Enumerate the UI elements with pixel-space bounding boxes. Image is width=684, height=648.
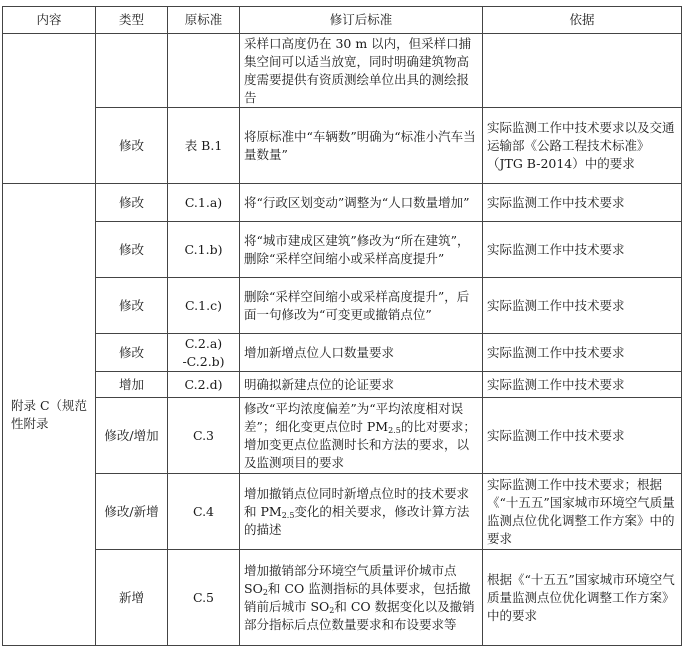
original-cell [168,34,240,108]
original-cell [168,334,240,372]
original-cell: C.5 [168,550,240,646]
basis-cell: 根据《“十五五”国家城市环境空气质量监测点位优化调整工作方案》中的要求 [483,550,682,646]
basis-cell [483,34,682,108]
basis-cell: 实际监测工作中技术要求 [483,398,682,474]
content-cell-appendix-c: 附录 C（规范性附录 [3,184,96,646]
pm-subscript: 2.5 [281,510,295,520]
original-line-2: -C.2.b) [182,353,225,369]
original-cell: C.1.a) [168,184,240,222]
type-cell: 修改 [96,278,168,334]
revised-text-part: 增加撤销部分环境空气质量评价城市点 SO [244,562,457,596]
revised-cell: 将“行政区划变动”调整为“人口数量增加” [240,184,483,222]
original-cell: C.1.b) [168,222,240,278]
table-row [3,278,682,334]
so2-subscript: 2 [262,587,268,597]
table-row [3,550,682,646]
revised-text-part: 和 CO 监测指标的具体要求，包括撤销前后城市 SO [244,580,471,614]
original-cell: C.1.c) [168,278,240,334]
revised-cell [240,398,483,474]
basis-cell: 实际监测工作中技术要求；根据《“十五五”国家城市环境空气质量监测点位优化调整工作方案》中的要求 [483,474,682,550]
table-row [3,372,682,398]
type-cell: 修改/新增 [96,474,168,550]
revised-cell: 采样口高度仍在 30 m 以内，但采样口捕集空间可以适当放宽，同时明确建筑物高度需要提供有资质测绘单位出具的测绘报告 [240,34,483,108]
revised-text-part: 和 CO 数据变化以及撤销部分指标后点位数量要求和布设要求等 [244,598,475,632]
basis-cell: 实际监测工作中技术要求 [483,184,682,222]
basis-cell: 实际监测工作中技术要求 [483,372,682,398]
pm-subscript: 2.5 [388,425,401,435]
original-cell: 表 B.1 [168,108,240,184]
table-header-row [3,7,682,34]
type-cell: 修改 [96,108,168,184]
header-type: 类型 [96,7,168,34]
type-cell: 修改 [96,184,168,222]
basis-cell: 实际监测工作中技术要求 [483,278,682,334]
table-row [3,474,682,550]
basis-cell: 实际监测工作中技术要求 [483,334,682,372]
revised-cell: 增加新增点位人口数量要求 [240,334,483,372]
table-row [3,184,682,222]
content-cell-previous-group [3,34,96,184]
type-cell [96,34,168,108]
type-cell: 修改 [96,222,168,278]
revised-cell: 将“城市建成区建筑”修改为“所在建筑”，删除“采样空间缩小或采样高度提升” [240,222,483,278]
table-row [3,222,682,278]
table-row [3,398,682,474]
revision-table [2,6,682,646]
original-cell: C.2.d) [168,372,240,398]
original-line-1: C.2.a) [184,335,223,351]
header-basis: 依据 [483,7,682,34]
original-cell: C.4 [168,474,240,550]
revised-cell: 明确拟新建点位的论证要求 [240,372,483,398]
revised-text-part: 的比对要求；增加变更点位监测时长和方法的要求，以及监测项目的要求 [244,418,476,470]
revised-text-part: 修改“平均浓度偏差”为“平均浓度相对误差”；细化变更点位时 PM [244,400,464,434]
revision-table-page [2,6,682,646]
table-row [3,108,682,184]
basis-cell: 实际监测工作中技术要求以及交通运输部《公路工程技术标准》（JTG B-2014）中的要求 [483,108,682,184]
header-content: 内容 [3,7,96,34]
original-cell: C.3 [168,398,240,474]
type-cell: 修改/增加 [96,398,168,474]
table-row [3,334,682,372]
revised-text-part: 增加撤销点位同时新增点位时的技术要求和 PM [244,485,470,519]
revised-text-part: 变化的相关要求，修改计算方法的描述 [244,503,470,537]
type-cell: 新增 [96,550,168,646]
so2-subscript: 2 [329,605,335,615]
type-cell: 增加 [96,372,168,398]
revised-cell: 删除“采样空间缩小或采样高度提升”，后面一句修改为“可变更或撤销点位” [240,278,483,334]
header-revised-standard: 修订后标准 [240,7,483,34]
table-row [3,34,682,108]
type-cell: 修改 [96,334,168,372]
revised-cell: 将原标准中“车辆数”明确为“标准小汽车当量数量” [240,108,483,184]
basis-cell: 实际监测工作中技术要求 [483,222,682,278]
revised-cell [240,550,483,646]
header-original-standard: 原标准 [168,7,240,34]
revised-cell [240,474,483,550]
